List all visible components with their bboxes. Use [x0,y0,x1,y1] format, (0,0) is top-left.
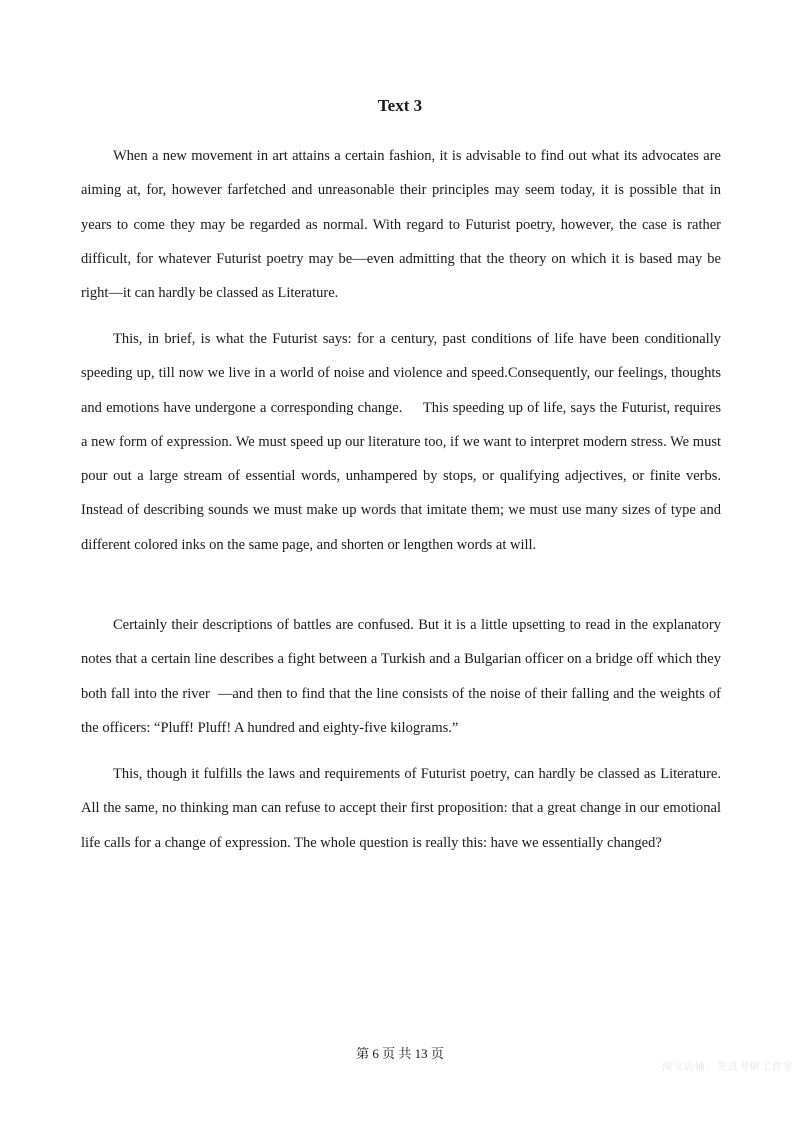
page-number-footer: 第 6 页 共 13 页 [356,1046,444,1061]
paragraph-1: When a new movement in art attains a certain fashion, it is advisable to find out what its advocates are aiming at, for, however farfetched and unreasonable their principles may seem today, it is possible that in years to come they may be regarded as normal. With regard to Futurist poetry, however, the case is rather difficult, for whatever Futurist poetry may be—even admitting that the theory on which it is based may be right—it can hardly be classed as Literature. [81,148,721,302]
page-title: Text 3 [377,96,423,115]
paragraph-4: This, though it fulfills the laws and requirements of Futurist poetry, can hardly be classed as Literature. All the same, no thinking man can refuse to accept their first proposition: that a great change in our emotional life calls for a change of expression. The whole question is really this: have we essentially changed? [81,766,721,851]
paragraph-2: This, in brief, is what the Futurist says: for a century, past conditions of life have been conditionally speeding up, till now we live in a world of noise and violence and speed.Consequently, our feelings, thoughts and emotions have undergone a corresponding change. This speeding up of life, says the Futurist, requires a new form of expression. We must speed up our literature too, if we want to interpret modern stress. We must pour out a large stream of essential words, unhampered by stops, or qualifying adjectives, or finite verbs. Instead of describing sounds we must make up words that imitate them; we must use many sizes of type and different colored inks on the same page, and shorten or lengthen words at will. [81,331,721,553]
watermark: 淘宝店铺：先进考研工作室 [662,1062,794,1073]
paragraph-3: Certainly their descriptions of battles are confused. But it is a little upsetting to read in the explanatory notes that a certain line describes a fight between a Turkish and a Bulgarian officer on a bridge off which they both fall into the river —and then to find that the line consists of the noise of their falling and the weights of the officers: “Pluff! Pluff! A hundred and eighty-five kilograms.” [81,617,721,736]
